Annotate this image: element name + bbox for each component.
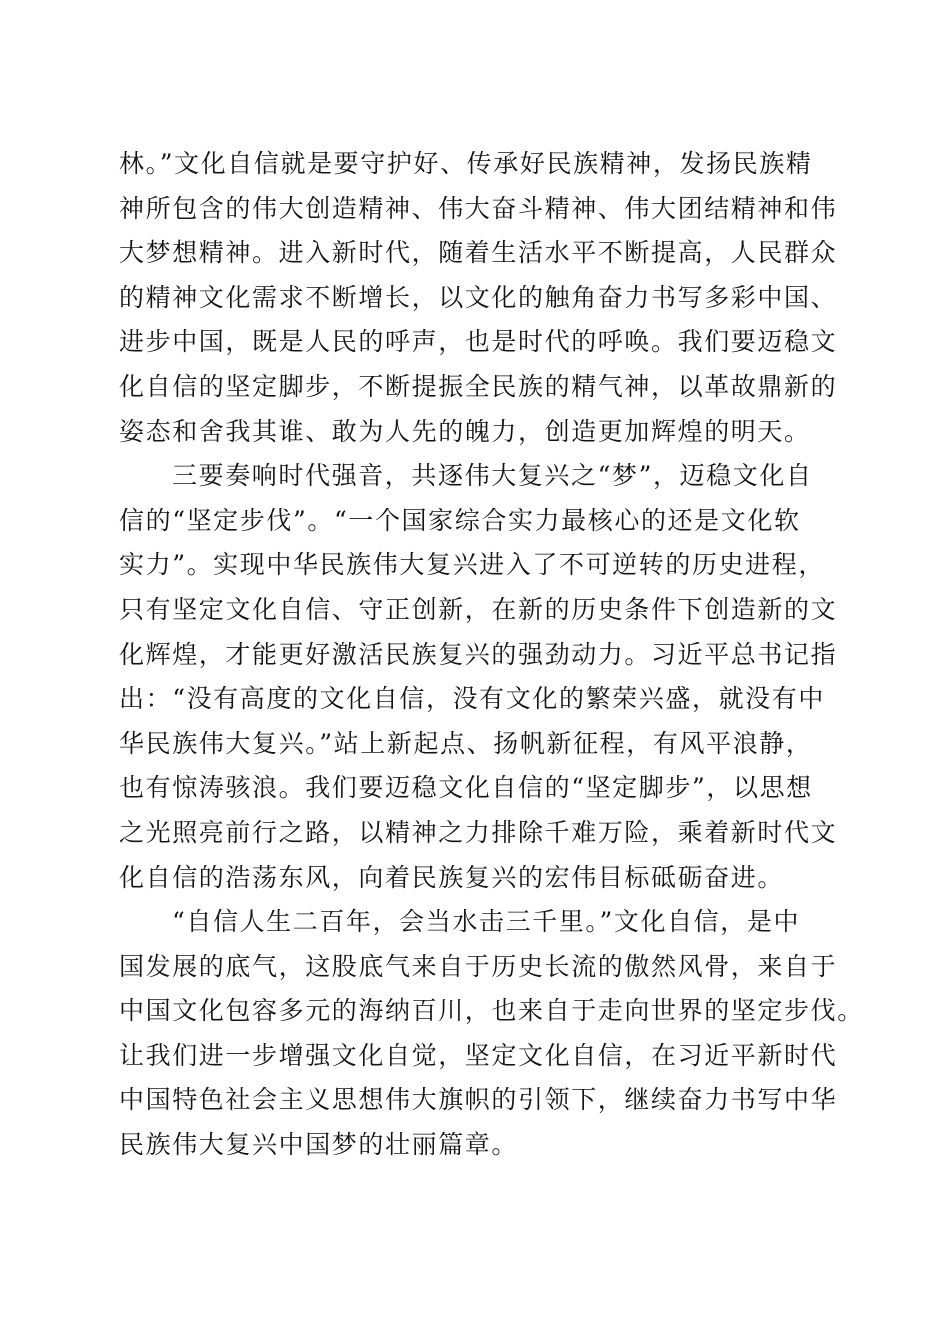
text-line: 姿态和舍我其谁、敢为人先的魄力，创造更加辉煌的明天。 [119, 416, 811, 446]
text-line: 只有坚定文化自信、守正创新，在新的历史条件下创造新的文 [119, 594, 838, 624]
text-line: 的精神文化需求不断增长，以文化的触角奋力书写多彩中国、 [119, 282, 838, 312]
text-line: 化自信的坚定脚步，不断提振全民族的精气神，以革故鼎新的 [119, 371, 838, 401]
text-line: 化自信的浩荡东风，向着民族复兴的宏伟目标砥砺奋进。 [119, 862, 785, 892]
text-line: 信的“坚定步伐”。“一个国家综合实力最核心的还是文化软 [119, 505, 801, 535]
paragraph-3 [119, 900, 864, 1168]
paragraph-2 [119, 454, 839, 900]
text-line: 也有惊涛骇浪。我们要迈稳文化自信的“坚定脚步”，以思想 [119, 773, 813, 803]
text-line: 林。”文化自信就是要守护好、传承好民族精神，发扬民族精 [119, 149, 813, 178]
text-line: 让我们进一步增强文化自觉，坚定文化自信，在习近平新时代 [119, 1040, 838, 1070]
text-line: 实力”。实现中华民族伟大复兴进入了不可逆转的历史进程， [119, 550, 825, 580]
text-line: 化辉煌，才能更好激活民族复兴的强劲动力。习近平总书记指 [119, 639, 838, 669]
body-text [119, 142, 864, 1168]
paragraph-1 [119, 142, 839, 454]
text-line: 中国文化包容多元的海纳百川，也来自于走向世界的坚定步伐。 [119, 996, 864, 1026]
text-line: 民族伟大复兴中国梦的壮丽篇章。 [119, 1130, 519, 1160]
text-line: 国发展的底气，这股底气来自于历史长流的傲然风骨，来自于 [119, 951, 838, 981]
text-line: 中国特色社会主义思想伟大旗帜的引领下，继续奋力书写中华 [119, 1085, 838, 1115]
text-line: 神所包含的伟大创造精神、伟大奋斗精神、伟大团结精神和伟 [119, 193, 838, 223]
text-line: 三要奏响时代强音，共逐伟大复兴之“梦”，迈稳文化自 [172, 461, 813, 491]
text-line: 大梦想精神。进入新时代，随着生活水平不断提高，人民群众 [119, 238, 838, 268]
text-line: “自信人生二百年，会当水击三千里。”文化自信，是中 [172, 907, 801, 937]
text-line: 进步中国，既是人民的呼声，也是时代的呼唤。我们要迈稳文 [119, 327, 838, 357]
text-line: 之光照亮前行之路，以精神之力排除千难万险，乘着新时代文 [119, 817, 838, 847]
text-line: 出：“没有高度的文化自信，没有文化的繁荣兴盛，就没有中 [119, 684, 825, 714]
text-line: 华民族伟大复兴。”站上新起点、扬帆新征程，有风平浪静， [119, 728, 813, 758]
